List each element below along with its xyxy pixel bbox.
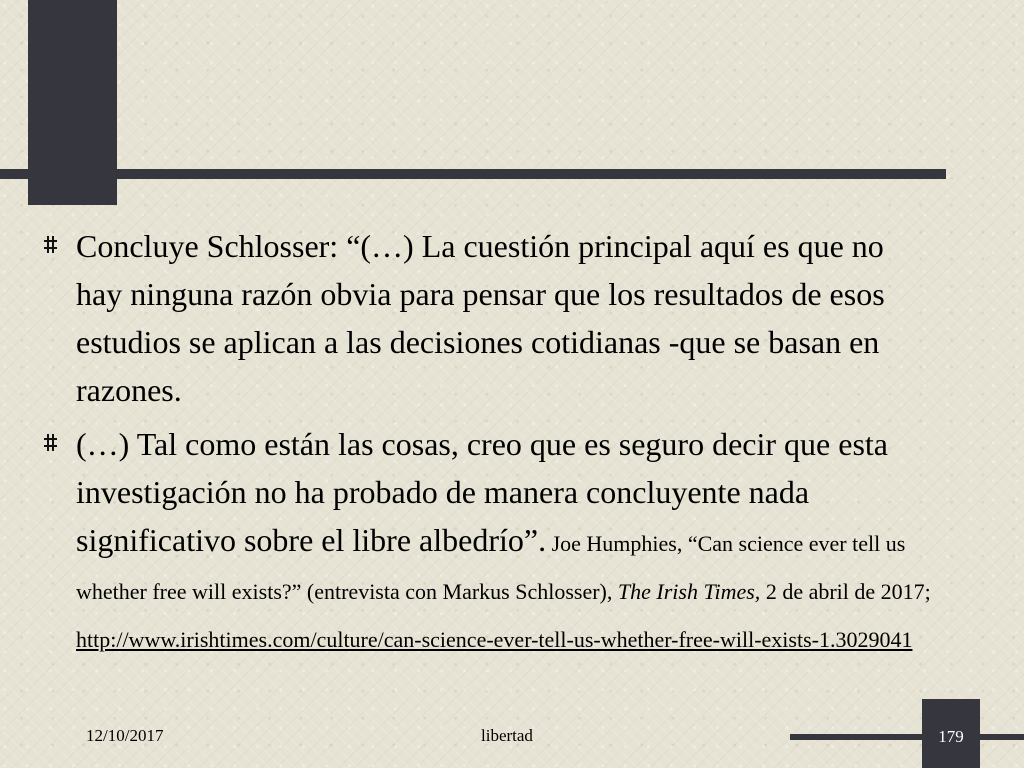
citation-date: 2 de abril de 2017; (760, 579, 931, 604)
decorative-horizontal-bar (0, 169, 946, 179)
hash-bullet-icon (44, 236, 57, 253)
bullet-item-2 (36, 420, 936, 660)
bullet-text: Concluye Schlosser: “(…) La cuestión principal aquí es que no hay ninguna razón obvia para pensar que los resultados de esos estudios se aplican a las decisiones cotidianas -que se basan en razones. (76, 228, 885, 408)
decorative-footer-line (790, 734, 1024, 740)
page-number: 179 (938, 727, 964, 746)
bullet-item-1 (36, 222, 936, 414)
citation-source: The Irish Times, (617, 579, 761, 604)
bullet-text: (…) Tal como están las cosas, creo que es seguro decir que esta investigación no ha probado de manera concluyente nada significativo sobre el libre albedrío”. (76, 426, 888, 558)
footer-date: 12/10/2017 (86, 726, 164, 745)
page-number-box (922, 699, 980, 768)
citation-author: Joe Humphies, “Can science ever tell us whether free will exists?” (entrevista con Markus Schlosser), (76, 531, 906, 604)
hash-bullet-icon (44, 434, 57, 451)
citation-link[interactable]: http://www.irishtimes.com/culture/can-science-ever-tell-us-whether-free-will-exists-1.3029041 (76, 627, 913, 652)
footer-title: libertad (481, 726, 533, 745)
slide-content (36, 222, 936, 660)
